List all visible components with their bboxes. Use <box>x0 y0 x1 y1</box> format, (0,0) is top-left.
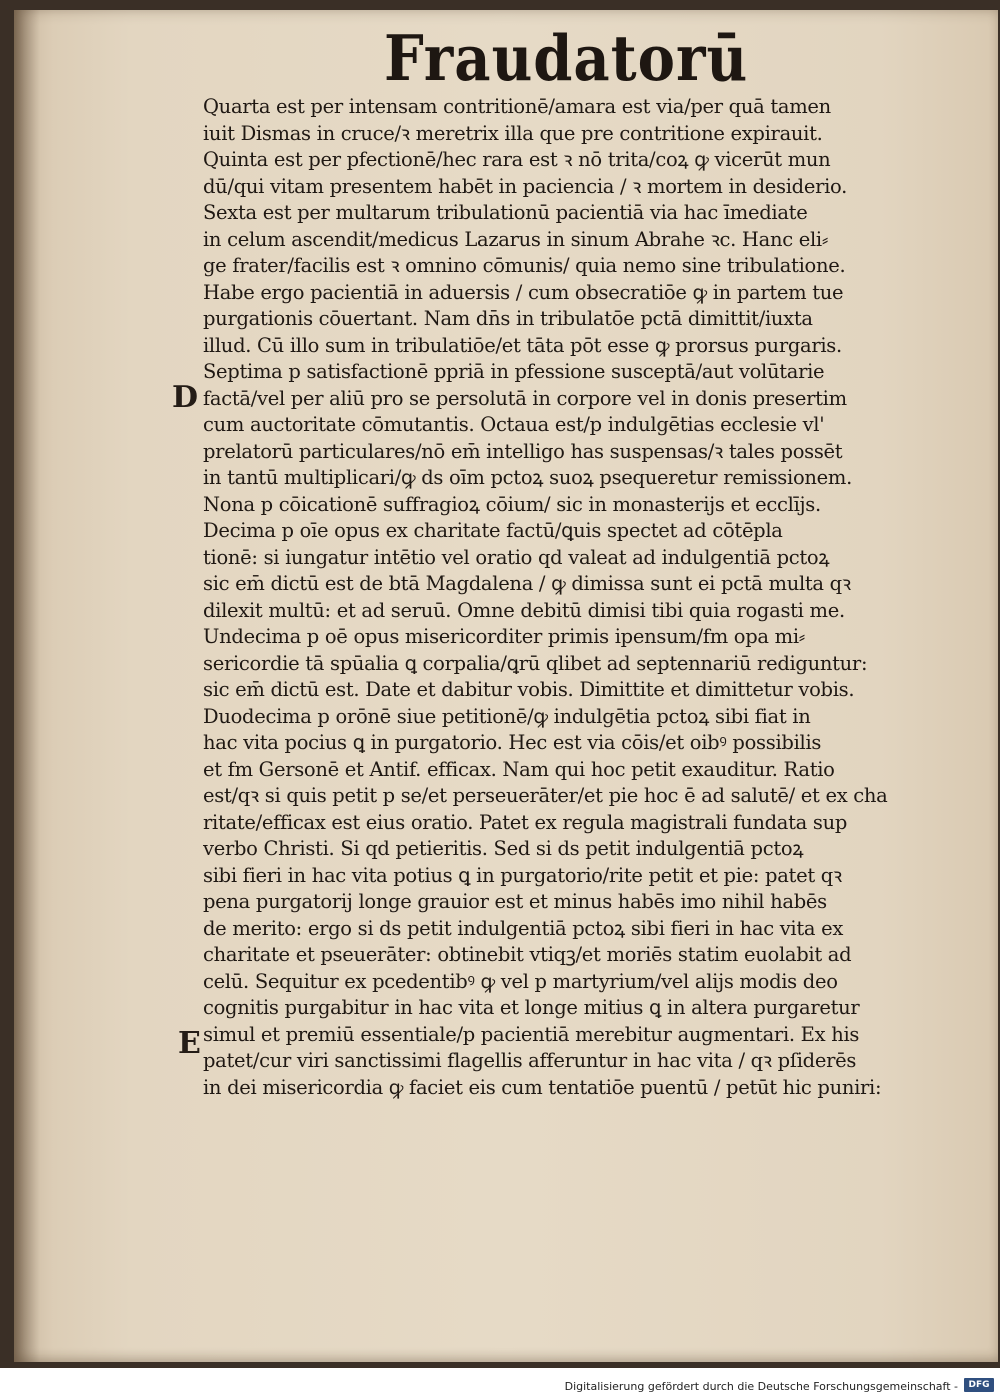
text-line: iuit Dismas in cruce/ꝛ meretrix illa que pre contritione expirauit. <box>203 121 823 145</box>
text-line: ge frater/facilis est ꝛ omnino cōmunis/ quia nemo sine tribulatione. <box>203 254 846 277</box>
gutter-shadow <box>14 10 40 1362</box>
text-line: hac vita pocius ꝗ in purgatorio. Hec est via cōis/et oibꝰ possibilis <box>203 731 822 754</box>
text-line: ritate/efficax est eius oratio. Patet ex regula magistrali fundata sup <box>203 810 848 834</box>
text-line: in dei misericordia ꝙ faciet eis cum tentatiōe puentū / petūt hic puniri: <box>203 1075 882 1099</box>
text-line: Duodecima p orōnē siue petitionē/ꝙ indulgētia pctoꝝ sibi fiat in <box>203 704 811 728</box>
text-line: factā/vel per aliū pro se persolutā in corpore vel in donis presertim <box>203 386 847 410</box>
funding-credit: Digitalisierung gefördert durch die Deutsche Forschungsgemeinschaft - <box>564 1380 958 1393</box>
text-line: simul et premiū essentiale/p pacientiā merebitur augmentari. Ex his <box>203 1022 860 1046</box>
running-title: Fraudatorū <box>384 22 749 96</box>
text-line: de merito: ergo si ds petit indulgentiā pctoꝝ sibi fieri in hac vita ex <box>203 916 844 940</box>
text-line: sericordie tā spūalia ꝗ corpalia/ꝗrū qlibet ad septennariū rediguntur: <box>203 651 868 675</box>
text-line: prelatorū particulares/nō em̄ intelligo has suspensas/ꝛ tales possēt <box>203 439 843 463</box>
marginal-letter-e: E <box>178 1026 201 1061</box>
text-line: est/qꝛ si quis petit p se/et perseuerāter/et pie hoc ē ad salutē/ et ex cha <box>203 784 888 807</box>
dfg-logo: DFG <box>964 1378 994 1392</box>
text-line: sic em̄ dictū est. Date et dabitur vobis. Dimittite et dimittetur vobis. <box>203 678 855 701</box>
text-line: sibi fieri in hac vita potius ꝗ in purgatorio/rite petit et pie: patet qꝛ <box>203 863 842 887</box>
marginal-letter-d: D <box>172 380 199 415</box>
text-line: cum auctoritate cōmutantis. Octaua est/p indulgētias ecclesie vl' <box>203 413 825 436</box>
text-line: cognitis purgabitur in hac vita et longe mitius ꝗ in altera purgaretur <box>203 996 860 1019</box>
text-line: dū/qui vitam presentem habēt in paciencia / ꝛ mortem in desiderio. <box>203 174 848 198</box>
text-line: Quarta est per intensam contritionē/amara est via/per quā tamen <box>203 95 831 118</box>
text-line: Undecima p oē opus misericorditer primis ipensum/fm opa mi⸗ <box>203 625 805 648</box>
text-line: purgationis cōuertant. Nam dn̄s in tribulatōe pctā dimittit/iuxta <box>203 307 813 330</box>
body-text <box>203 94 948 1101</box>
text-line: charitate et pseuerāter: obtinebit vtiqꝫ/et moriēs statim euolabit ad <box>203 943 852 966</box>
text-line: Habe ergo pacientiā in aduersis / cum obsecratiōe ꝙ in partem tue <box>203 280 844 304</box>
text-line: dilexit multū: et ad seruū. Omne debitū dimisi tibi quia rogasti me. <box>203 598 845 622</box>
text-line: Quinta est per pfectionē/hec rara est ꝛ nō trita/coꝝ ꝙ vicerūt mun <box>203 148 831 171</box>
text-line: verbo Christi. Si qd petieritis. Sed si ds petit indulgentiā pctoꝝ <box>203 837 804 860</box>
text-line: pena purgatorij longe grauior est et minus habēs imo nihil habēs <box>203 890 827 913</box>
text-line: Nona p cōicationē suffragioꝝ cōium/ sic in monasterijs et ecclījs. <box>203 492 821 516</box>
text-line: et fm Gersonē et Antif. efficax. Nam qui hoc petit exauditur. Ratio <box>203 757 835 781</box>
text-line: Septima p satisfactionē ppriā in pfessione susceptā/aut volūtarie <box>203 360 825 383</box>
text-line: tionē: si iungatur intētio vel oratio qd valeat ad indulgentiā pctoꝝ <box>203 545 830 569</box>
text-line: Sexta est per multarum tribulationū pacientiā via hac īmediate <box>203 201 808 224</box>
text-line: celū. Sequitur ex pcedentibꝰ ꝙ vel p martyrium/vel alijs modis deo <box>203 969 838 993</box>
text-line: patet/cur viri sanctissimi flagellis afferuntur in hac vita / qꝛ pſiderēs <box>203 1049 857 1072</box>
text-line: in tantū multiplicari/ꝙ ds oīm pctoꝝ suoꝝ psequeretur remissionem. <box>203 466 852 489</box>
text-line: illud. Cū illo sum in tribulatiōe/et tāta pōt esse ꝙ prorsus purgaris. <box>203 333 842 357</box>
text-line: in celum ascendit/medicus Lazarus in sinum Abrahe ꝛc. Hanc eli⸗ <box>203 227 829 251</box>
text-line: Decima p oīe opus ex charitate factū/ꝗuis spectet ad cōtēpla <box>203 519 783 542</box>
text-line: sic em̄ dictū est de btā Magdalena / ꝙ dimissa sunt ei pctā multa qꝛ <box>203 572 851 595</box>
